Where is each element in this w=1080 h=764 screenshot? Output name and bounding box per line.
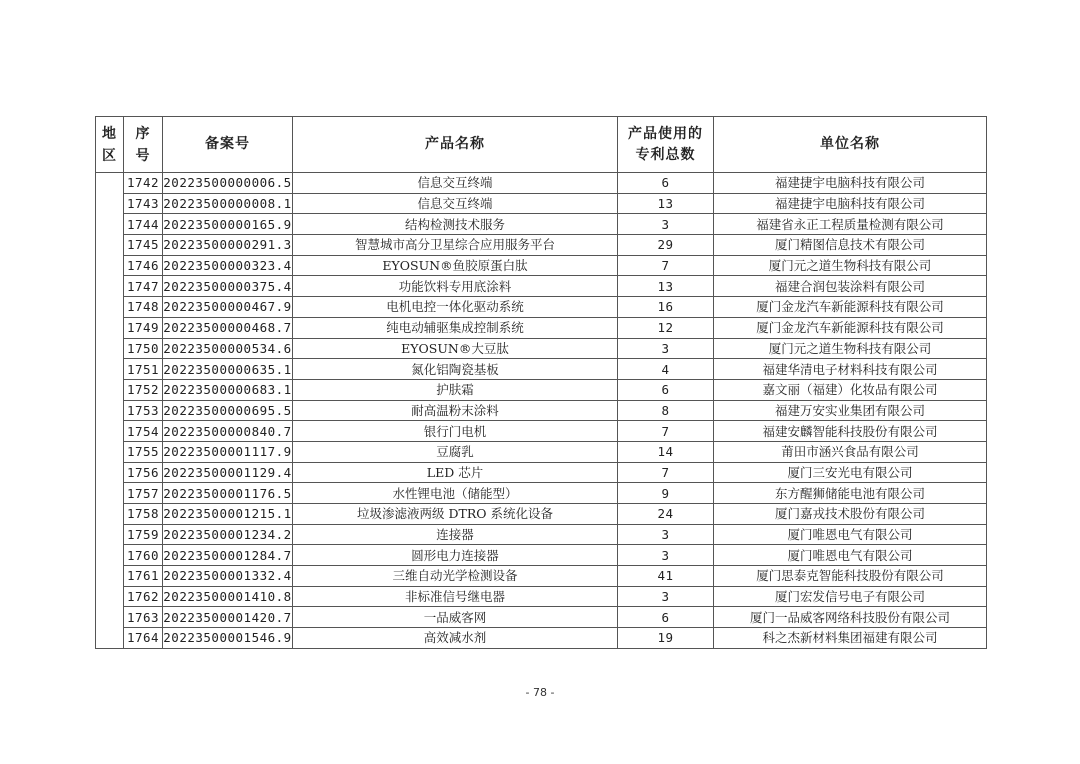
- region-cell: [96, 173, 124, 649]
- product-name-cell: 一品威客网: [293, 607, 618, 628]
- seq-cell: 1750: [124, 338, 163, 359]
- table-row: [96, 173, 987, 194]
- header-region: [96, 117, 124, 173]
- company-name-cell: 科之杰新材料集团福建有限公司: [714, 628, 987, 649]
- patent-count-cell: 7: [618, 255, 714, 276]
- patent-count-cell: 12: [618, 317, 714, 338]
- header-patent-count-text: 产品使用的专利总数: [628, 125, 703, 163]
- company-name-cell: 福建安麟智能科技股份有限公司: [714, 421, 987, 442]
- company-name-cell: 福建省永正工程质量检测有限公司: [714, 214, 987, 235]
- patent-count-cell: 7: [618, 462, 714, 483]
- table-row: [96, 359, 987, 380]
- seq-cell: 1758: [124, 504, 163, 525]
- record-no-cell: 20223500000323.4: [163, 255, 293, 276]
- record-no-cell: 20223500000008.1: [163, 193, 293, 214]
- company-name-cell: 厦门精图信息技术有限公司: [714, 235, 987, 256]
- table-row: [96, 338, 987, 359]
- seq-cell: 1759: [124, 524, 163, 545]
- header-seq: [124, 117, 163, 173]
- table-row: [96, 504, 987, 525]
- product-name-cell: EYOSUN®鱼胶原蛋白肽: [293, 255, 618, 276]
- product-name-cell: 圆形电力连接器: [293, 545, 618, 566]
- company-name-cell: 福建捷宇电脑科技有限公司: [714, 173, 987, 194]
- table-row: [96, 255, 987, 276]
- seq-cell: 1753: [124, 400, 163, 421]
- company-name-cell: 厦门宏发信号电子有限公司: [714, 586, 987, 607]
- record-no-cell: 20223500000375.4: [163, 276, 293, 297]
- table-row: [96, 462, 987, 483]
- patent-count-cell: 6: [618, 379, 714, 400]
- patent-count-cell: 14: [618, 441, 714, 462]
- table-row: [96, 483, 987, 504]
- record-no-cell: 20223500001176.5: [163, 483, 293, 504]
- company-name-cell: 厦门三安光电有限公司: [714, 462, 987, 483]
- product-name-cell: 银行门电机: [293, 421, 618, 442]
- record-no-cell: 20223500001234.2: [163, 524, 293, 545]
- header-patent-count: [618, 117, 714, 173]
- patent-count-cell: 3: [618, 524, 714, 545]
- company-name-cell: 厦门元之道生物科技有限公司: [714, 338, 987, 359]
- patent-count-cell: 7: [618, 421, 714, 442]
- company-name-cell: 厦门金龙汽车新能源科技有限公司: [714, 297, 987, 318]
- patent-count-cell: 41: [618, 566, 714, 587]
- company-name-cell: 福建合润包装涂料有限公司: [714, 276, 987, 297]
- seq-cell: 1760: [124, 545, 163, 566]
- product-name-cell: 护肤霜: [293, 379, 618, 400]
- table-row: [96, 524, 987, 545]
- seq-cell: 1761: [124, 566, 163, 587]
- product-name-cell: 结构检测技术服务: [293, 214, 618, 235]
- patent-count-cell: 4: [618, 359, 714, 380]
- table-row: [96, 566, 987, 587]
- header-region-text: 地区: [102, 125, 117, 164]
- record-no-cell: 20223500000695.5: [163, 400, 293, 421]
- patent-count-cell: 29: [618, 235, 714, 256]
- company-name-cell: 福建华清电子材料科技有限公司: [714, 359, 987, 380]
- record-no-cell: 20223500000165.9: [163, 214, 293, 235]
- table-row: [96, 317, 987, 338]
- company-name-cell: 厦门元之道生物科技有限公司: [714, 255, 987, 276]
- company-name-cell: 嘉文丽（福建）化妆品有限公司: [714, 379, 987, 400]
- seq-cell: 1748: [124, 297, 163, 318]
- header-seq-text: 序号: [135, 125, 151, 164]
- company-name-cell: 厦门唯恩电气有限公司: [714, 545, 987, 566]
- patent-count-cell: 13: [618, 193, 714, 214]
- record-no-cell: 20223500000468.7: [163, 317, 293, 338]
- patent-count-cell: 3: [618, 545, 714, 566]
- table-row: [96, 297, 987, 318]
- product-name-cell: 连接器: [293, 524, 618, 545]
- table-row: [96, 235, 987, 256]
- record-no-cell: 20223500001129.4: [163, 462, 293, 483]
- patent-count-cell: 13: [618, 276, 714, 297]
- company-name-cell: 厦门金龙汽车新能源科技有限公司: [714, 317, 987, 338]
- table-row: [96, 214, 987, 235]
- table-row: [96, 628, 987, 649]
- seq-cell: 1764: [124, 628, 163, 649]
- seq-cell: 1757: [124, 483, 163, 504]
- seq-cell: 1755: [124, 441, 163, 462]
- table-row: [96, 607, 987, 628]
- record-no-cell: 20223500000635.1: [163, 359, 293, 380]
- record-no-cell: 20223500000467.9: [163, 297, 293, 318]
- product-name-cell: 功能饮料专用底涂料: [293, 276, 618, 297]
- patent-record-table: [95, 116, 987, 649]
- record-no-cell: 20223500000534.6: [163, 338, 293, 359]
- patent-count-cell: 3: [618, 214, 714, 235]
- product-name-cell: EYOSUN®大豆肽: [293, 338, 618, 359]
- record-no-cell: 20223500001410.8: [163, 586, 293, 607]
- product-name-cell: 豆腐乳: [293, 441, 618, 462]
- product-name-cell: LED 芯片: [293, 462, 618, 483]
- seq-cell: 1743: [124, 193, 163, 214]
- patent-count-cell: 24: [618, 504, 714, 525]
- header-company: 单位名称: [714, 117, 987, 173]
- record-no-cell: 20223500000006.5: [163, 173, 293, 194]
- table-row: [96, 276, 987, 297]
- table-body: [96, 173, 987, 649]
- page-number: - 78 -: [525, 686, 555, 699]
- table-row: [96, 545, 987, 566]
- product-name-cell: 信息交互终端: [293, 173, 618, 194]
- seq-cell: 1763: [124, 607, 163, 628]
- patent-count-cell: 16: [618, 297, 714, 318]
- seq-cell: 1754: [124, 421, 163, 442]
- seq-cell: 1747: [124, 276, 163, 297]
- product-name-cell: 垃圾渗滤液两级 DTRO 系统化设备: [293, 504, 618, 525]
- record-no-cell: 20223500001284.7: [163, 545, 293, 566]
- seq-cell: 1751: [124, 359, 163, 380]
- company-name-cell: 厦门唯恩电气有限公司: [714, 524, 987, 545]
- company-name-cell: 福建捷宇电脑科技有限公司: [714, 193, 987, 214]
- seq-cell: 1742: [124, 173, 163, 194]
- record-no-cell: 20223500001215.1: [163, 504, 293, 525]
- table-row: [96, 586, 987, 607]
- table-header-row: [96, 117, 987, 173]
- patent-count-cell: 6: [618, 607, 714, 628]
- record-no-cell: 20223500000291.3: [163, 235, 293, 256]
- company-name-cell: 厦门思泰克智能科技股份有限公司: [714, 566, 987, 587]
- patent-count-cell: 9: [618, 483, 714, 504]
- patent-count-cell: 8: [618, 400, 714, 421]
- seq-cell: 1752: [124, 379, 163, 400]
- patent-count-cell: 6: [618, 173, 714, 194]
- table-row: [96, 421, 987, 442]
- seq-cell: 1749: [124, 317, 163, 338]
- seq-cell: 1745: [124, 235, 163, 256]
- header-record-no: 备案号: [163, 117, 293, 173]
- table-row: [96, 193, 987, 214]
- product-name-cell: 电机电控一体化驱动系统: [293, 297, 618, 318]
- table-row: [96, 379, 987, 400]
- record-no-cell: 20223500001117.9: [163, 441, 293, 462]
- table-row: [96, 441, 987, 462]
- company-name-cell: 东方醒狮储能电池有限公司: [714, 483, 987, 504]
- table-row: [96, 400, 987, 421]
- company-name-cell: 莆田市涵兴食品有限公司: [714, 441, 987, 462]
- header-product-name: 产品名称: [293, 117, 618, 173]
- patent-count-cell: 3: [618, 338, 714, 359]
- product-name-cell: 信息交互终端: [293, 193, 618, 214]
- product-name-cell: 纯电动辅驱集成控制系统: [293, 317, 618, 338]
- product-name-cell: 水性锂电池（储能型）: [293, 483, 618, 504]
- company-name-cell: 厦门嘉戎技术股份有限公司: [714, 504, 987, 525]
- record-no-cell: 20223500000683.1: [163, 379, 293, 400]
- record-no-cell: 20223500001420.7: [163, 607, 293, 628]
- product-name-cell: 非标准信号继电器: [293, 586, 618, 607]
- company-name-cell: 厦门一品威客网络科技股份有限公司: [714, 607, 987, 628]
- product-name-cell: 耐高温粉末涂料: [293, 400, 618, 421]
- record-no-cell: 20223500001332.4: [163, 566, 293, 587]
- product-name-cell: 高效减水剂: [293, 628, 618, 649]
- company-name-cell: 福建万安实业集团有限公司: [714, 400, 987, 421]
- record-no-cell: 20223500000840.7: [163, 421, 293, 442]
- patent-count-cell: 19: [618, 628, 714, 649]
- record-no-cell: 20223500001546.9: [163, 628, 293, 649]
- product-name-cell: 氮化铝陶瓷基板: [293, 359, 618, 380]
- seq-cell: 1762: [124, 586, 163, 607]
- seq-cell: 1746: [124, 255, 163, 276]
- patent-count-cell: 3: [618, 586, 714, 607]
- product-name-cell: 智慧城市高分卫星综合应用服务平台: [293, 235, 618, 256]
- seq-cell: 1744: [124, 214, 163, 235]
- seq-cell: 1756: [124, 462, 163, 483]
- product-name-cell: 三维自动光学检测设备: [293, 566, 618, 587]
